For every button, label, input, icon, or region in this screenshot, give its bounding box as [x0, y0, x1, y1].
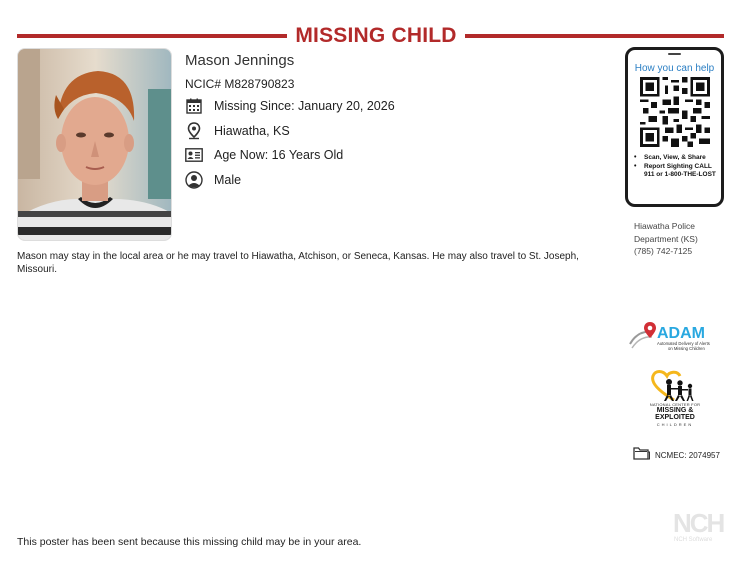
agency-contact	[634, 220, 698, 258]
location-pin-icon	[185, 122, 203, 140]
ncmec-line-1: NATIONAL CENTER FOR	[649, 402, 701, 407]
nch-software-text: NCH Software	[674, 537, 713, 543]
ncmec-line-3: EXPLOITED	[655, 414, 695, 421]
help-heading: How you can help	[634, 63, 715, 74]
adam-wordmark: ADAM	[657, 325, 705, 342]
nch-software-logo	[672, 506, 730, 538]
agency-phone[interactable]: (785) 742-7125	[634, 246, 693, 256]
ncmec-line-4: CHILDREN	[656, 422, 694, 427]
age-now: Age Now: 16 Years Old	[214, 148, 344, 162]
sex-row	[185, 169, 241, 191]
ncmec-line-2: MISSING &	[656, 407, 694, 414]
missing-since: Missing Since: January 20, 2026	[214, 99, 395, 113]
sex: Male	[214, 173, 242, 187]
folder-icon	[633, 446, 650, 465]
help-step: • Scan, View, & Share	[634, 154, 722, 162]
nch-mark: NCH	[673, 508, 724, 538]
qr-code-icon[interactable]	[640, 77, 710, 147]
location-row	[185, 120, 290, 142]
header-rule-left	[17, 34, 287, 38]
missing-since-row	[185, 95, 395, 117]
child-name: Mason Jennings	[185, 52, 295, 69]
header-rule-right	[465, 34, 724, 38]
ncmec-case-row	[633, 446, 720, 465]
adam-tagline-2: on Missing Children	[668, 346, 705, 351]
ncic-number: NCIC# M828790823	[185, 77, 295, 91]
help-step: • Report Sighting CALL 911 or 1-800-THE-LOST	[634, 163, 722, 179]
ncmec-case-number: NCMEC: 2074957	[655, 451, 720, 460]
child-photo	[17, 48, 172, 241]
child-description: Mason may stay in the local area or he may travel to Hiawatha, Atchison, or Seneca, Kansas. He may also travel to St. Joseph, Missouri.	[17, 251, 579, 275]
age-row	[185, 144, 343, 166]
agency-name-line1: Hiawatha Police	[634, 221, 695, 231]
poster-footer: This poster has been sent because this missing child may be in your area.	[17, 536, 362, 548]
help-phone-panel	[625, 47, 724, 207]
poster-title: MISSING CHILD	[295, 24, 457, 47]
last-seen-location: Hiawatha, KS	[214, 124, 290, 138]
help-steps	[634, 154, 722, 180]
ncmec-wordmark	[638, 402, 712, 427]
agency-name-line2: Department (KS)	[634, 233, 698, 244]
id-card-icon	[185, 146, 203, 164]
adam-logo	[628, 318, 721, 356]
person-icon	[185, 171, 203, 189]
phone-notch	[668, 53, 681, 55]
calendar-icon	[185, 97, 203, 115]
adam-tagline-1: Automated Delivery of Alerts	[657, 341, 710, 346]
